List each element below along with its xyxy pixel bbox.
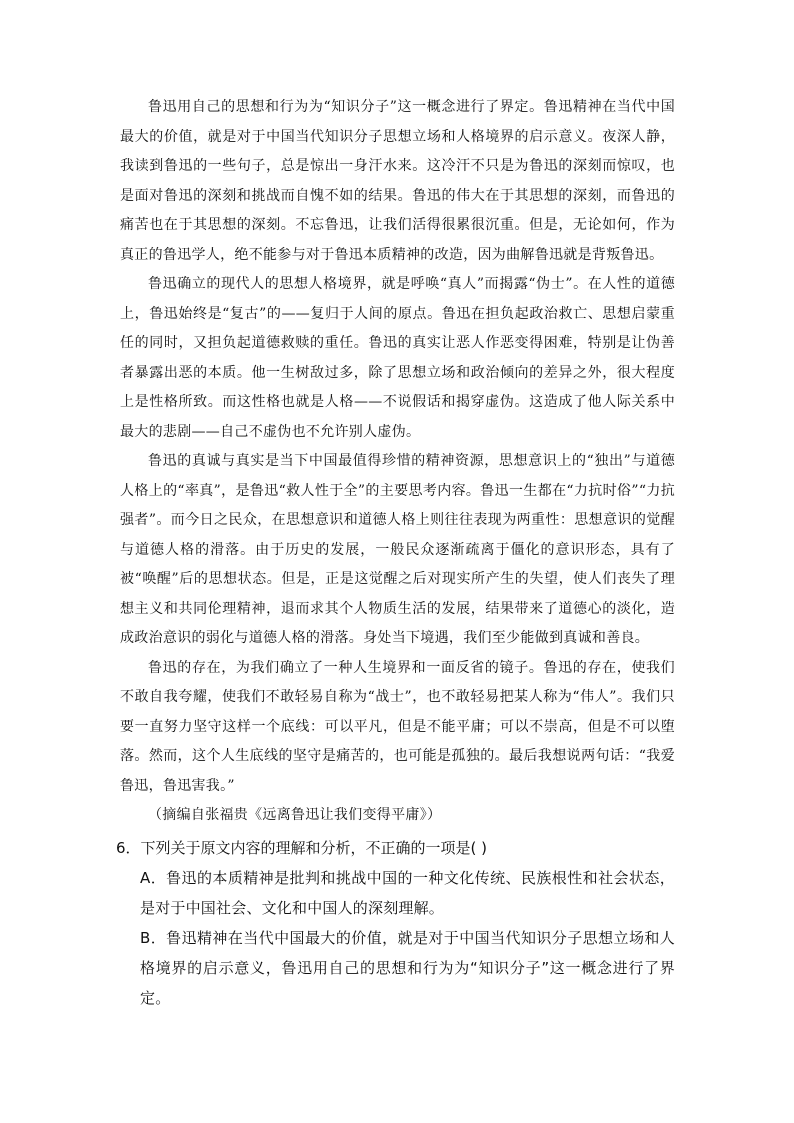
question-6 (116, 833, 675, 1013)
passage-paragraph-2: 鲁迅确立的现代人的思想人格境界，就是呼唤“真人”而揭露“伪士”。在人性的道德上，鲁迅始终是“复古”的——复归于人间的原点。鲁迅在担负起政治救亡、思想启蒙重任的同时，又担负起道德救赎的重任。鲁迅的真实让恶人作恶变得困难，特别是让伪善者暴露出恶的本质。他一生树敌过多，除了思想立场和政治倾向的差异之外，很大程度上是性格所致。而这性格也就是人格——不说假话和揭穿虚伪。这造成了他人际关系中最大的悲剧——自己不虚伪也不允许别人虚伪。 (120, 276, 675, 440)
passage-paragraph-1: 鲁迅用自己的思想和行为为“知识分子”这一概念进行了界定。鲁迅精神在当代中国最大的价值，就是对于中国当代知识分子思想立场和人格境界的启示意义。夜深人静，我读到鲁迅的一些句子，总是惊出一身汗水来。这冷汗不只是为鲁迅的深刻而惊叹，也是面对鲁迅的深刻和挑战而自愧不如的结果。鲁迅的伟大在于其思想的深刻，而鲁迅的痛苦也在于其思想的深刻。不忘鲁迅，让我们活得很累很沉重。但是，无论如何，作为真正的鲁迅学人，绝不能参与对于鲁迅本质精神的改造，因为曲解鲁迅就是背叛鲁迅。 (120, 99, 675, 263)
passage-paragraph-4: 鲁迅的存在，为我们确立了一种人生境界和一面反省的镜子。鲁迅的存在，使我们不敢自我夸耀，使我们不敢轻易自称为“战士”，也不敢轻易把某人称为“伟人”。我们只要一直努力坚守这样一个底线：可以平凡，但是不能平庸；可以不崇高，但是不可以堕落。然而，这个人生底线的坚守是痛苦的，也可能是孤独的。最后我想说两句话：“我爱鲁迅，鲁迅害我。” (120, 659, 675, 794)
reading-passage (120, 93, 675, 831)
passage-paragraph-3: 鲁迅的真诚与真实是当下中国最值得珍惜的精神资源，思想意识上的“独出”与道德人格上的“率真”，是鲁迅“救人性于全”的主要思考内容。鲁迅一生都在“力抗时俗”“力抗强者”。而今日之民众，在思想意识和道德人格上则往往表现为两重性：思想意识的觉醒与道德人格的滑落。由于历史的发展，一般民众逐渐疏离于僵化的意识形态，具有了被“唤醒”后的思想状态。但是，正是这觉醒之后对现实所产生的失望，使人们丧失了理想主义和共同伦理精神，退而求其个人物质生活的发展，结果带来了道德心的淡化，造成政治意识的弱化与道德人格的滑落。身处当下境遇，我们至少能做到真诚和善良。 (120, 453, 675, 646)
question-stem: 6．下列关于原文内容的理解和分析，不正确的一项是( ) (116, 838, 488, 857)
option-a: A．鲁迅的本质精神是批判和挑战中国的一种文化传统、民族根性和社会状态，是对于中国社会、文化和中国人的深刻理解。 (140, 868, 675, 917)
passage-source: （摘编自张福贵《远离鲁迅让我们变得平庸》） (148, 807, 442, 823)
option-b: B．鲁迅精神在当代中国最大的价值，就是对于中国当代知识分子思想立场和人格境界的启示意义，鲁迅用自己的思想和行为为“知识分子”这一概念进行了界定。 (140, 928, 675, 1007)
document-page (116, 93, 675, 1013)
